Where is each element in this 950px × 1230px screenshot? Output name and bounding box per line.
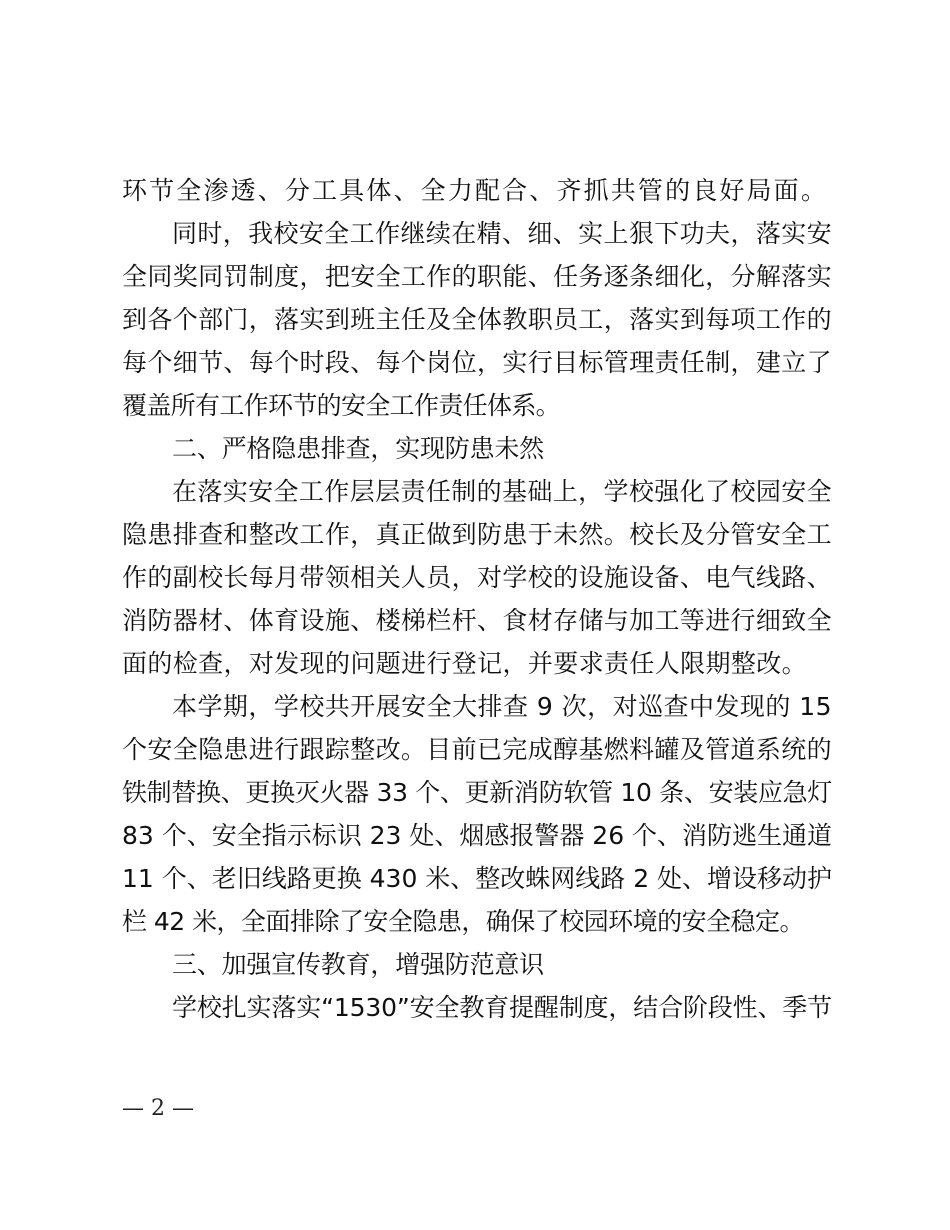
paragraph-line: 栏 42 米，全面排除了安全隐患，确保了校园环境的安全稳定。 bbox=[122, 907, 804, 936]
paragraph-line: 本学期，学校共开展安全大排查 9 次，对巡查中发现的 15 bbox=[172, 692, 832, 721]
paragraph-line: 83 个、安全指示标识 23 处、烟感报警器 26 个、消防逃生通道 bbox=[122, 821, 832, 850]
paragraph-line: 11 个、老旧线路更换 430 米、整改蛛网线路 2 处、增设移动护 bbox=[122, 864, 832, 893]
paragraph-line: 覆盖所有工作环节的安全工作责任体系。 bbox=[122, 391, 560, 420]
paragraph-line: 作的副校长每月带领相关人员，对学校的设施设备、电气线路、 bbox=[122, 563, 832, 592]
paragraph-line: 到各个部门，落实到班主任及全体教职员工，落实到每项工作的 bbox=[122, 305, 832, 334]
paragraph-line: 面的检查，对发现的问题进行登记，并要求责任人限期整改。 bbox=[122, 649, 807, 678]
paragraph-line: 学校扎实落实“1530”安全教育提醒制度，结合阶段性、季节 bbox=[172, 993, 832, 1022]
paragraph-line: 同时，我校安全工作继续在精、细、实上狠下功夫，落实安 bbox=[172, 219, 832, 248]
paragraph-line: 全同奖同罚制度，把安全工作的职能、任务逐条细化，分解落实 bbox=[122, 262, 832, 291]
page-number: — 2 — bbox=[122, 1096, 194, 1121]
paragraph-line: 个安全隐患进行跟踪整改。目前已完成醇基燃料罐及管道系统的 bbox=[122, 735, 832, 764]
paragraph-line: 消防器材、体育设施、楼梯栏杆、食材存储与加工等进行细致全 bbox=[122, 606, 832, 635]
section-heading: 三、加强宣传教育，增强防范意识 bbox=[172, 950, 544, 979]
paragraph-line: 每个细节、每个时段、每个岗位，实行目标管理责任制，建立了 bbox=[122, 348, 832, 377]
paragraph-line: 在落实安全工作层层责任制的基础上，学校强化了校园安全 bbox=[172, 477, 832, 506]
paragraph-line: 隐患排查和整改工作，真正做到防患于未然。校长及分管安全工 bbox=[122, 520, 832, 549]
paragraph-line: 铁制替换、更换灭火器 33 个、更新消防软管 10 条、安装应急灯 bbox=[122, 778, 832, 807]
section-heading: 二、严格隐患排查，实现防患未然 bbox=[172, 434, 544, 463]
paragraph-line: 环节全渗透、分工具体、全力配合、齐抓共管的良好局面。 bbox=[122, 176, 828, 205]
